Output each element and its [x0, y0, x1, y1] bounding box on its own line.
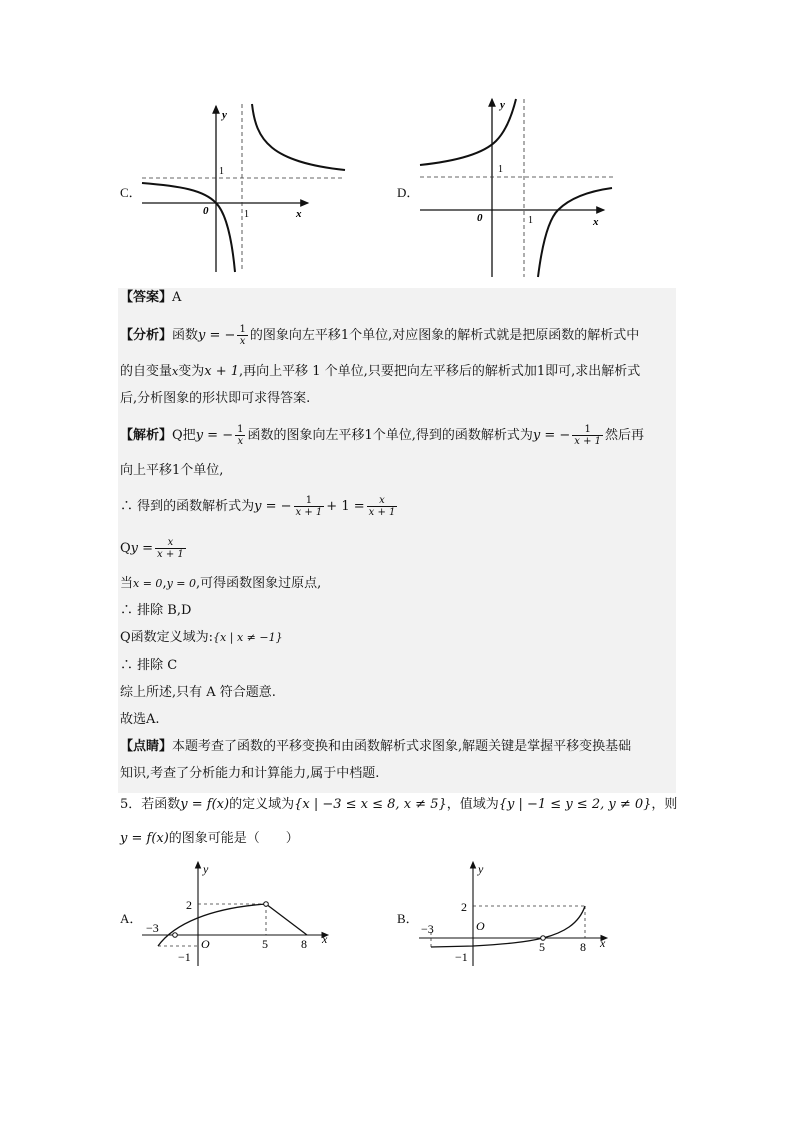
question-number: 5．: [120, 797, 142, 812]
fraction: $\frac{x}{x + 1}$: [157, 537, 184, 560]
explain-line-10: 故选A.: [120, 712, 160, 727]
explain-text: ,可得函数图象过原点,: [196, 576, 322, 591]
graph-a-neg-one: −1: [178, 950, 191, 964]
graph-d-origin: 0: [477, 212, 483, 224]
explain-line-4: [120, 537, 188, 560]
explain-text: ,: [162, 576, 167, 591]
analysis-text: ,再向上平移 1 个单位,只要把向左平移后的解析式加1即可,求出解析式: [239, 364, 641, 379]
analysis-text: 变为: [178, 364, 205, 379]
graph-c-one-y: 1: [219, 166, 224, 177]
graph-c-curve-left: [142, 183, 235, 272]
graph-a-x-label: x: [322, 932, 328, 946]
option-a-label: A．: [120, 911, 143, 926]
math-expr: y = f(x): [180, 797, 230, 812]
graph-b-five: 5: [539, 940, 545, 954]
math-expr: y = −: [254, 499, 292, 514]
math-expr: x = 0: [133, 577, 163, 590]
question-text: 若函数: [141, 797, 181, 812]
explain-line-6: ∴ 排除 B,D: [120, 603, 192, 618]
explain-line-3: [120, 495, 399, 518]
graph-d-one-x: 1: [528, 215, 533, 226]
explain-text: Q: [120, 541, 131, 556]
fraction: $\frac{x}{x + 1}$: [368, 495, 396, 518]
fraction: $\frac{1}{x + 1}$: [295, 495, 323, 518]
comment-line-2: 知识,考查了分析能力和计算能力,属于中档题.: [120, 766, 380, 781]
explain-text: ∴ 得到的函数解析式为: [120, 499, 255, 514]
graph-a-five: 5: [262, 937, 268, 951]
fraction: $\frac{1}{x + 1}$: [574, 424, 602, 447]
graph-d-x-label: x: [593, 216, 599, 228]
math-expr: y = −: [198, 328, 236, 343]
graph-c-y-label: y: [222, 109, 227, 121]
graph-a-segment: [266, 904, 307, 935]
math-expr: y = −: [195, 428, 234, 443]
option-b-label: B．: [397, 911, 419, 926]
math-expr: {y | −1 ≤ y ≤ 2, y ≠ 0}: [498, 797, 652, 812]
math-expr: x + 1: [204, 364, 240, 379]
explain-tag: 【解析】: [120, 428, 173, 443]
graph-c-origin: 0: [203, 205, 209, 217]
answer-line: [120, 290, 181, 306]
graph-c-curve-right: [252, 104, 345, 170]
graph-a-y-label: y: [203, 862, 209, 876]
graph-c-one-x: 1: [244, 209, 249, 220]
analysis-tag: 【分析】: [120, 328, 173, 343]
option-d-label: D．: [397, 185, 420, 200]
graph-a-curve: [158, 904, 266, 946]
graph-b-two: 2: [461, 900, 467, 914]
comment-line-1: [120, 739, 631, 755]
math-expr: {x | x ≠ −1}: [213, 631, 283, 644]
explain-line-8: ∴ 排除 C: [120, 658, 178, 673]
explain-line-2: 向上平移1个单位,: [120, 463, 224, 478]
analysis-text: 函数: [172, 328, 199, 343]
graph-d-curve-right: [538, 188, 612, 277]
graph-c: [140, 100, 350, 275]
fraction: $\frac{1}{x}$: [237, 424, 244, 447]
question-text: ，值域为: [446, 797, 499, 812]
option-c-label: C．: [120, 185, 142, 200]
graph-b-neg-three: −3: [421, 922, 434, 936]
graph-d: [418, 95, 618, 280]
graph-b-curve: [431, 906, 585, 947]
math-expr: y = −: [532, 428, 571, 443]
fraction: $\frac{1}{x}$: [239, 324, 246, 347]
explain-text: Q函数定义域为:: [120, 630, 214, 645]
math-expr: {x | −3 ≤ x ≤ 8, x ≠ 5}: [294, 797, 447, 812]
graph-b: [417, 858, 617, 970]
answer-tag: 【答案】: [120, 290, 173, 305]
math-expr: x: [172, 365, 179, 378]
math-expr: y = f(x): [120, 831, 169, 846]
graph-a-hollow-point-five: [264, 902, 269, 907]
explain-text: 函数的图象向左平移1个单位,得到的函数解析式为: [247, 428, 533, 443]
graph-b-neg-one: −1: [455, 950, 468, 964]
analysis-line-3: 后,分析图象的形状即可求得答案.: [120, 391, 311, 406]
graph-a-origin: O: [201, 937, 210, 951]
question-text: ，则: [651, 797, 678, 812]
analysis-text: 的图象向左平移1个单位,对应图象的解析式就是把原函数的解析式中: [249, 328, 640, 343]
question-text: 的定义域为: [229, 797, 295, 812]
analysis-line-2: [120, 364, 640, 380]
graph-d-one-y: 1: [498, 164, 503, 175]
graph-a-eight: 8: [301, 937, 307, 951]
graph-a-hollow-point-zero: [173, 933, 178, 938]
graph-c-x-label: x: [296, 208, 302, 220]
graph-b-y-label: y: [478, 862, 484, 876]
question-text: 的图象可能是（ ）: [168, 831, 299, 846]
question-5-line-2: [120, 831, 299, 847]
explain-text: 当: [120, 576, 134, 591]
analysis-line-1: [120, 324, 639, 347]
graph-a: [140, 858, 340, 970]
analysis-text: 的自变量: [120, 364, 173, 379]
graph-b-origin: O: [476, 919, 485, 933]
explain-text: 然后再: [605, 428, 645, 443]
explain-text: Q把: [172, 428, 196, 443]
explain-line-5: [120, 576, 321, 592]
explain-line-1: [120, 424, 644, 447]
graph-d-y-label: y: [500, 99, 505, 111]
math-expr: + 1 =: [326, 499, 365, 514]
graph-b-x-label: x: [600, 936, 606, 950]
graph-a-two: 2: [186, 898, 192, 912]
question-5-line-1: [120, 797, 677, 813]
math-expr: y =: [130, 541, 154, 556]
answer-value: A: [172, 290, 182, 305]
graph-a-neg-three: −3: [146, 921, 159, 935]
math-expr: y = 0: [166, 577, 197, 590]
comment-tag: 【点睛】: [120, 739, 173, 754]
comment-text: 本题考查了函数的平移变换和由函数解析式求图象,解题关键是掌握平移变换基础: [172, 739, 632, 754]
explain-line-7: [120, 630, 283, 646]
graph-b-eight: 8: [580, 940, 586, 954]
explain-line-9: 综上所述,只有 A 符合题意.: [120, 685, 276, 700]
